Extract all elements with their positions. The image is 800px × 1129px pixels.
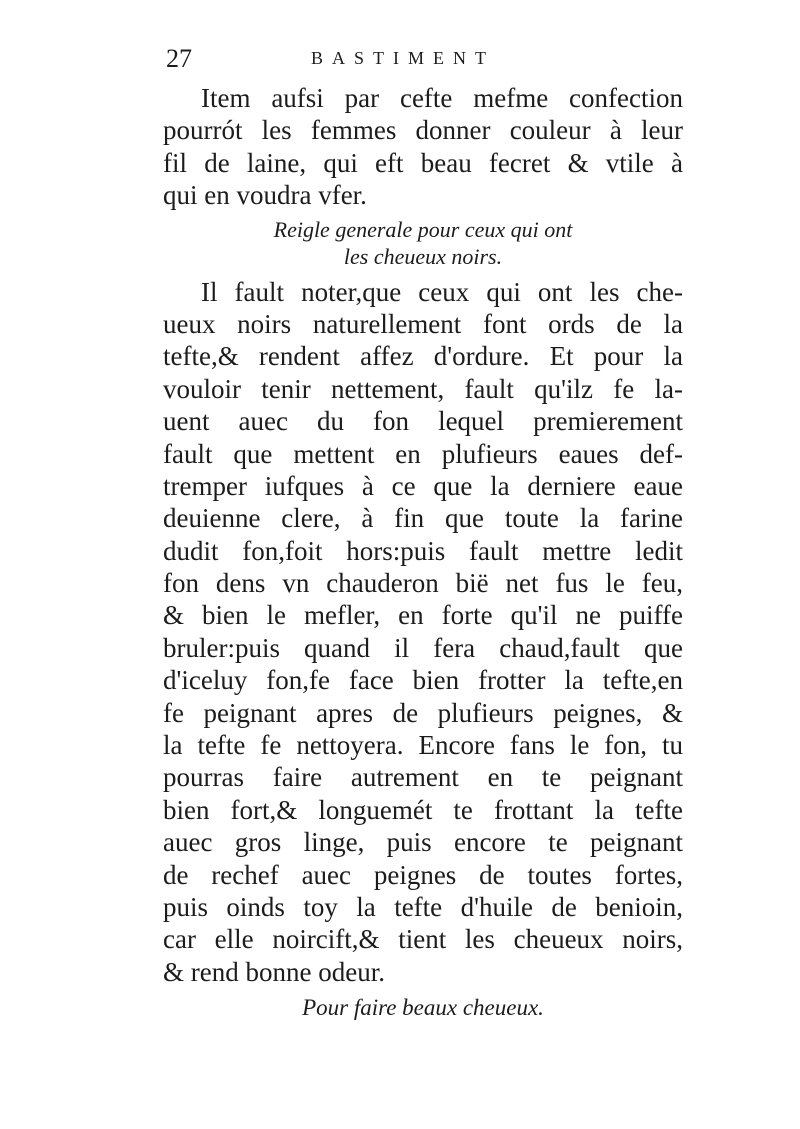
text-line: de rechef auec peignes de toutes fortes, bbox=[163, 859, 683, 890]
section-heading-beaux-cheueux: Pour faire beaux cheueux. bbox=[302, 995, 544, 1021]
running-head: BASTIMENT bbox=[311, 48, 495, 68]
text-line: Il fault noter,que ceux qui ont les che- bbox=[201, 276, 683, 307]
page-number: 27 bbox=[166, 44, 192, 73]
text-line: fault que mettent en plufieurs eaues def- bbox=[163, 438, 683, 469]
text-line: pourras faire autrement en te peignant bbox=[163, 762, 683, 793]
text-line: qui en voudra vfer. bbox=[163, 180, 367, 211]
text-line: dudit fon,foit hors:puis fault mettre ledit bbox=[163, 535, 683, 566]
text-line: tefte,& rendent affez d'ordure. Et pour la bbox=[163, 341, 683, 372]
text-line: d'iceluy fon,fe face bien frotter la tefte,en bbox=[163, 665, 683, 696]
paragraph-item-aussi bbox=[163, 82, 683, 212]
text-line: auec gros linge, puis encore te peignant bbox=[163, 827, 683, 858]
text-line: & bien le mefler, en forte qu'il ne puiffe bbox=[163, 600, 683, 631]
section-heading-line-2: les cheueux noirs. bbox=[343, 243, 503, 269]
text-line: Item aufsi par cefte mefme confection bbox=[201, 83, 683, 113]
text-line: fil de laine, qui eft beau fecret & vtile à bbox=[163, 147, 683, 178]
text-line: puis oinds toy la tefte d'huile de benioin, bbox=[163, 891, 683, 922]
text-line: fon dens vn chauderon bië net fus le feu, bbox=[163, 568, 683, 599]
text-line: car elle noircift,& tient les cheueux noirs, bbox=[163, 924, 683, 955]
text-line: deuienne clere, à fin que toute la farine bbox=[163, 503, 683, 534]
text-line: bruler:puis quand il fera chaud,fault que bbox=[163, 632, 683, 663]
text-line: la tefte fe nettoyera. Encore fans le fon, tu bbox=[163, 730, 683, 761]
page-header bbox=[166, 44, 686, 74]
text-line: & rend bonne odeur. bbox=[163, 956, 385, 987]
text-line: uent auec du fon lequel premierement bbox=[163, 406, 683, 437]
section-heading-line-1: Reigle generale pour ceux qui ont bbox=[273, 216, 573, 242]
text-block bbox=[163, 82, 683, 1021]
text-line: fe peignant apres de plufieurs peignes, & bbox=[163, 697, 683, 728]
text-line: tremper iufques à ce que la derniere eaue bbox=[163, 470, 683, 501]
paragraph-reigle-generale bbox=[163, 276, 683, 989]
text-line: bien fort,& longuemét te frottant la tefte bbox=[163, 794, 683, 825]
text-line: ueux noirs naturellement font ords de la bbox=[163, 308, 683, 339]
text-line: vouloir tenir nettement, fault qu'ilz fe la- bbox=[163, 373, 683, 404]
text-line: pourrót les femmes donner couleur à leur bbox=[163, 115, 683, 146]
